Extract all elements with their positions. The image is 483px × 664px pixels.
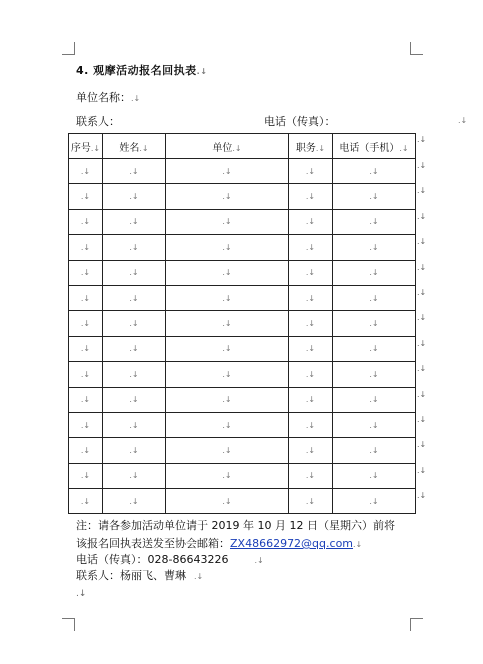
paragraph-mark: .↓	[194, 572, 204, 581]
paragraph-mark: .↓	[458, 116, 468, 125]
cell-position[interactable]: .↓	[289, 387, 333, 412]
cell-index[interactable]: .↓	[69, 311, 103, 336]
cell-phone[interactable]: .↓	[333, 235, 416, 260]
crop-mark-top-left	[62, 42, 75, 55]
cell-phone[interactable]: .↓	[333, 412, 416, 437]
cell-phone[interactable]: .↓	[333, 336, 416, 361]
cell-index[interactable]: .↓	[69, 159, 103, 184]
cell-position[interactable]: .↓	[289, 159, 333, 184]
cell-name[interactable]: .↓	[103, 260, 166, 285]
header-phone: 电话（手机）.↓	[333, 134, 416, 159]
cell-position[interactable]: .↓	[289, 184, 333, 209]
crop-mark-bottom-left	[62, 618, 75, 631]
header-name: 姓名.↓	[103, 134, 166, 159]
table-row	[69, 159, 416, 184]
cell-position[interactable]: .↓	[289, 285, 333, 310]
cell-name[interactable]: .↓	[103, 463, 166, 488]
note-line-4	[76, 567, 203, 583]
cell-index[interactable]: .↓	[69, 260, 103, 285]
cell-unit[interactable]: .↓	[166, 463, 289, 488]
cell-name[interactable]: .↓	[103, 336, 166, 361]
cell-name[interactable]: .↓	[103, 387, 166, 412]
cell-index[interactable]: .↓	[69, 362, 103, 387]
cell-unit[interactable]: .↓	[166, 489, 289, 514]
row-end-mark: .↓	[417, 364, 427, 374]
unit-name-line	[76, 89, 140, 105]
note-line-1	[76, 517, 395, 533]
cell-unit[interactable]: .↓	[166, 260, 289, 285]
contact-label: 联系人：	[76, 115, 120, 128]
cell-name[interactable]: .↓	[103, 159, 166, 184]
header-unit: 单位.↓	[166, 134, 289, 159]
table-row	[69, 311, 416, 336]
table-row	[69, 336, 416, 361]
note-text-1: 注：请各参加活动单位请于 2019 年 10 月 12 日（星期六）前将	[76, 519, 395, 532]
cell-index[interactable]: .↓	[69, 336, 103, 361]
cell-unit[interactable]: .↓	[166, 438, 289, 463]
row-end-mark: .↓	[417, 186, 427, 196]
cell-unit[interactable]: .↓	[166, 412, 289, 437]
phone-fax-text: 电话（传真）：028-86643226	[76, 553, 229, 566]
row-end-mark: .↓	[417, 338, 427, 348]
cell-position[interactable]: .↓	[289, 362, 333, 387]
cell-name[interactable]: .↓	[103, 184, 166, 209]
cell-phone[interactable]: .↓	[333, 387, 416, 412]
form-title	[76, 62, 207, 78]
cell-name[interactable]: .↓	[103, 362, 166, 387]
table-row	[69, 412, 416, 437]
cell-name[interactable]: .↓	[103, 412, 166, 437]
cell-name[interactable]: .↓	[103, 311, 166, 336]
table-row	[69, 387, 416, 412]
cell-unit[interactable]: .↓	[166, 362, 289, 387]
cell-phone[interactable]: .↓	[333, 184, 416, 209]
cell-phone[interactable]: .↓	[333, 285, 416, 310]
paragraph-mark: .↓	[76, 589, 87, 599]
contact-line	[76, 113, 471, 129]
cell-position[interactable]: .↓	[289, 311, 333, 336]
cell-position[interactable]: .↓	[289, 412, 333, 437]
cell-position[interactable]: .↓	[289, 489, 333, 514]
cell-index[interactable]: .↓	[69, 209, 103, 234]
row-end-mark: .↓	[417, 491, 427, 501]
cell-unit[interactable]: .↓	[166, 285, 289, 310]
paragraph-mark: .↓	[254, 556, 264, 565]
row-end-mark: .↓	[417, 465, 427, 475]
cell-position[interactable]: .↓	[289, 336, 333, 361]
cell-phone[interactable]: .↓	[333, 362, 416, 387]
cell-phone[interactable]: .↓	[333, 489, 416, 514]
table-row	[69, 209, 416, 234]
cell-position[interactable]: .↓	[289, 463, 333, 488]
row-end-mark: .↓	[417, 135, 427, 144]
cell-unit[interactable]: .↓	[166, 184, 289, 209]
table-header-row	[69, 134, 416, 159]
cell-phone[interactable]: .↓	[333, 260, 416, 285]
cell-position[interactable]: .↓	[289, 260, 333, 285]
note-line-3	[76, 551, 264, 567]
note-line-2	[76, 535, 362, 551]
cell-unit[interactable]: .↓	[166, 209, 289, 234]
cell-unit[interactable]: .↓	[166, 311, 289, 336]
cell-unit[interactable]: .↓	[166, 159, 289, 184]
crop-mark-top-right	[410, 42, 423, 55]
registration-table	[68, 133, 416, 514]
phone-fax-label: 电话（传真）：	[264, 115, 336, 128]
cell-phone[interactable]: .↓	[333, 438, 416, 463]
contact-persons-text: 联系人：杨丽飞、曹琳	[76, 569, 186, 582]
cell-index[interactable]: .↓	[69, 235, 103, 260]
unit-name-label: 单位名称：	[76, 91, 131, 104]
cell-index[interactable]: .↓	[69, 285, 103, 310]
table-row	[69, 463, 416, 488]
cell-index[interactable]: .↓	[69, 184, 103, 209]
table-row	[69, 260, 416, 285]
table-row	[69, 489, 416, 514]
cell-name[interactable]: .↓	[103, 489, 166, 514]
cell-unit[interactable]: .↓	[166, 336, 289, 361]
crop-mark-bottom-right	[410, 618, 423, 631]
cell-unit[interactable]: .↓	[166, 387, 289, 412]
cell-position[interactable]: .↓	[289, 235, 333, 260]
row-end-mark: .↓	[417, 440, 427, 450]
cell-position[interactable]: .↓	[289, 438, 333, 463]
table-body	[69, 159, 416, 514]
form-title-text: 4. 观摩活动报名回执表	[76, 64, 197, 77]
cell-index[interactable]: .↓	[69, 463, 103, 488]
row-end-mark: .↓	[417, 389, 427, 399]
cell-index[interactable]: .↓	[69, 387, 103, 412]
row-end-mark: .↓	[417, 415, 427, 424]
table-row	[69, 362, 416, 387]
cell-phone[interactable]: .↓	[333, 463, 416, 488]
paragraph-mark: .↓	[353, 540, 363, 549]
row-end-mark: .↓	[417, 262, 427, 272]
table-row	[69, 438, 416, 463]
header-position: 职务.↓	[289, 134, 333, 159]
cell-index[interactable]: .↓	[69, 438, 103, 463]
table-row	[69, 184, 416, 209]
row-end-mark: .↓	[417, 313, 427, 323]
table-row	[69, 235, 416, 260]
cell-phone[interactable]: .↓	[333, 159, 416, 184]
note-text-2: 该报名回执表送发至协会邮箱：	[76, 537, 230, 550]
cell-index[interactable]: .↓	[69, 489, 103, 514]
cell-name[interactable]: .↓	[103, 235, 166, 260]
cell-index[interactable]: .↓	[69, 412, 103, 437]
cell-unit[interactable]: .↓	[166, 235, 289, 260]
paragraph-mark: .↓	[131, 94, 141, 103]
cell-name[interactable]: .↓	[103, 438, 166, 463]
cell-name[interactable]: .↓	[103, 209, 166, 234]
email-link[interactable]: ZX48662972@qq.com	[230, 537, 354, 550]
row-end-mark: .↓	[417, 237, 427, 247]
table-row	[69, 285, 416, 310]
cell-phone[interactable]: .↓	[333, 311, 416, 336]
cell-position[interactable]: .↓	[289, 209, 333, 234]
header-index: 序号.↓	[69, 134, 103, 159]
row-end-mark: .↓	[417, 161, 427, 170]
paragraph-mark: .↓	[196, 67, 208, 76]
cell-phone[interactable]: .↓	[333, 209, 416, 234]
row-end-mark: .↓	[417, 211, 427, 221]
cell-name[interactable]: .↓	[103, 285, 166, 310]
row-end-mark: .↓	[417, 288, 427, 297]
